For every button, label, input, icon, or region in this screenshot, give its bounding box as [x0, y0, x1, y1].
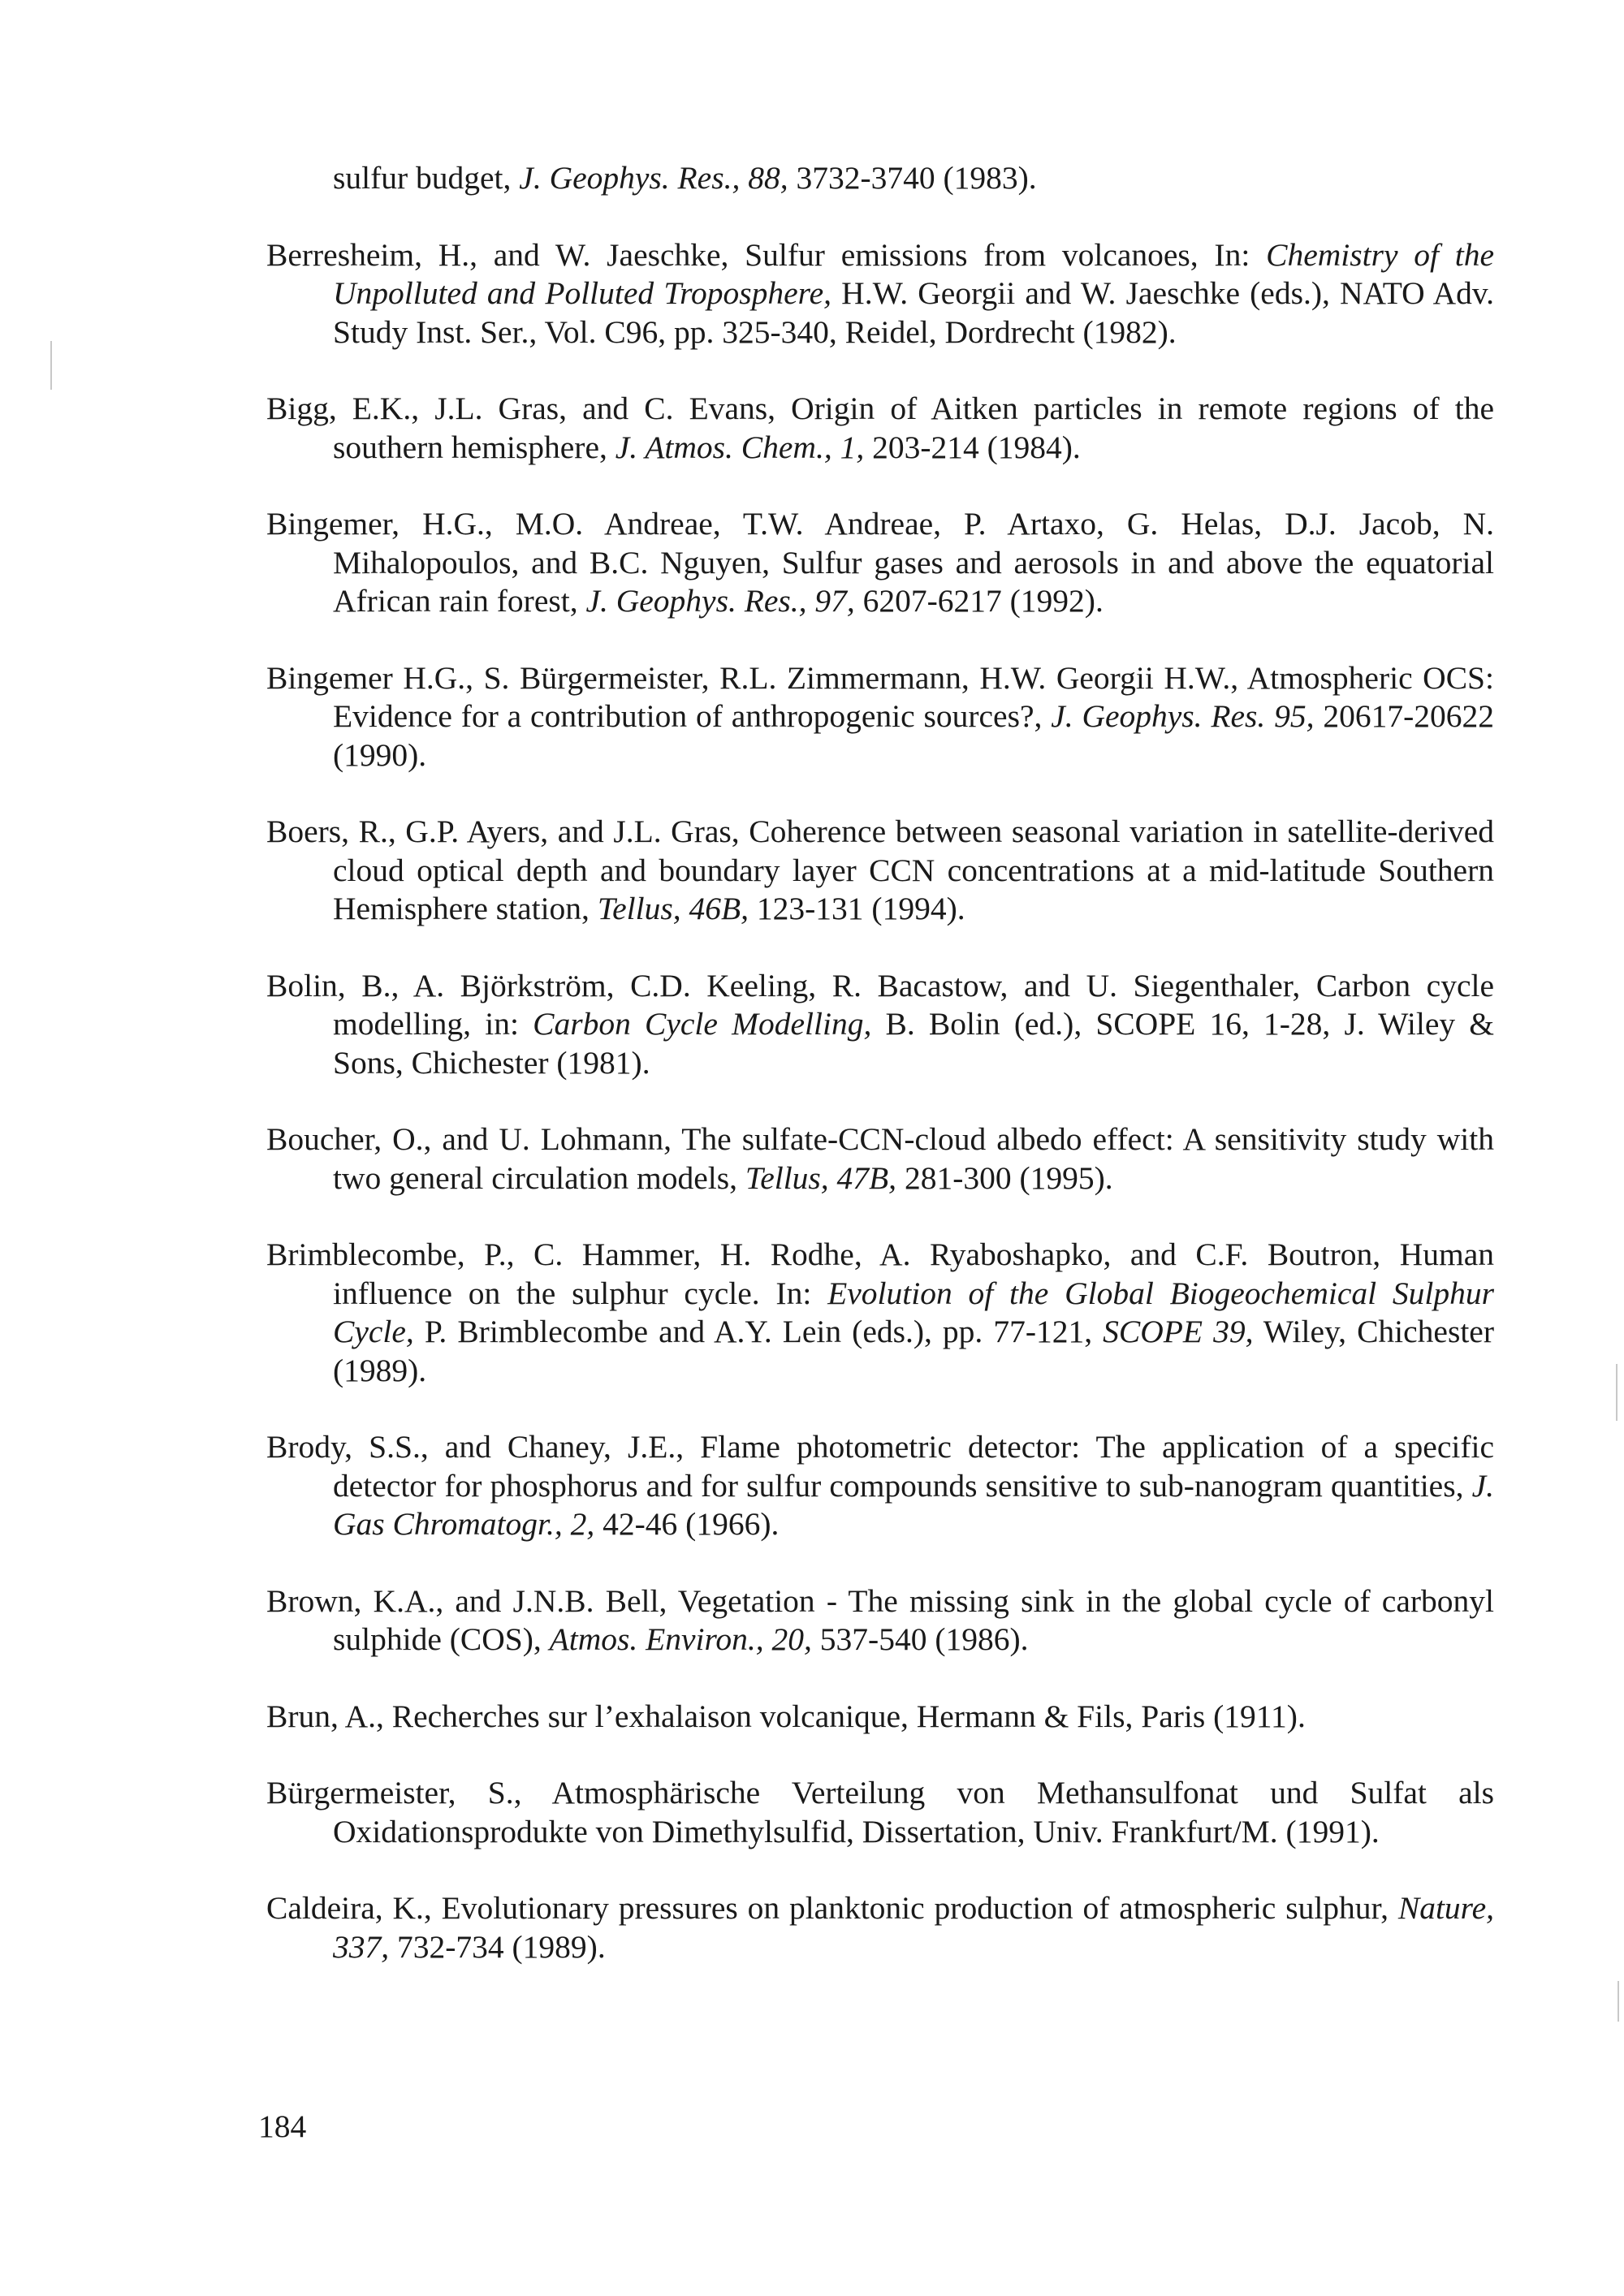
reference-text-segment: 203-214 (1984).	[864, 429, 1081, 465]
reference-text-segment: 20617-20622 (1990).	[333, 698, 1495, 773]
reference-entry	[266, 1889, 1494, 1966]
reference-text-segment: 732-734 (1989).	[389, 1928, 606, 1965]
scan-speck	[1618, 1981, 1619, 2022]
reference-entry	[266, 1582, 1494, 1659]
reference-entry	[266, 967, 1494, 1083]
reference-text-segment: Bolin, B., A. Björkström, C.D. Keeling, R. Bacastow, and U. Siegenthaler, Carbon cycle modelling, in:	[266, 967, 1494, 1042]
reference-text-segment: Brun, A., Recherches sur l’exhalaison volcanique, Hermann & Fils, Paris (1911).	[266, 1698, 1306, 1734]
reference-entry	[266, 1698, 1494, 1737]
reference-entry	[266, 236, 1494, 352]
scan-speck	[1616, 1364, 1618, 1421]
reference-text-segment: 281-300 (1995).	[896, 1159, 1113, 1196]
reference-text-segment: 42-46 (1966).	[594, 1506, 780, 1542]
reference-text-segment: H.W. Georgii and W. Jaeschke (eds.), NATO Adv. Study Inst. Ser., Vol. C96, pp. 325-340, Reidel, Dordrecht (1982).	[333, 275, 1494, 350]
reference-text-segment: 123-131 (1994).	[749, 891, 965, 926]
reference-continuation	[266, 159, 1494, 198]
reference-text-segment: Bingemer H.G., S. Bürgermeister, R.L. Zimmermann, H.W. Georgii H.W., Atmospheric OCS: Evidence for a contribution of anthropogenic sources?,	[266, 659, 1494, 734]
reference-text-segment: B. Bolin (ed.), SCOPE 16, 1-28, J. Wiley & Sons, Chichester (1981).	[333, 1006, 1494, 1081]
reference-text-segment: Berresheim, H., and W. Jaeschke, Sulfur emissions from volcanoes, In:	[266, 236, 1267, 273]
reference-text-segment: Bigg, E.K., J.L. Gras, and C. Evans, Origin of Aitken particles in remote regions of the southern hemisphere,	[266, 391, 1494, 465]
page-number: 184	[258, 2108, 307, 2144]
reference-text-segment: 537-540 (1986).	[811, 1621, 1029, 1657]
reference-entry	[266, 390, 1494, 467]
reference-text-segment: sulfur budget,	[333, 160, 520, 196]
reference-italic-segment: J. Geophys. Res., 97,	[585, 583, 855, 619]
reference-italic-segment: J. Atmos. Chem., 1,	[615, 429, 865, 465]
reference-italic-segment: J. Geophys. Res., 88,	[519, 160, 788, 196]
reference-text-segment: P. Brimblecombe and A.Y. Lein (eds.), pp. 77-121,	[413, 1314, 1104, 1349]
reference-text-segment: Brimblecombe, P., C. Hammer, H. Rodhe, A. Ryaboshapko, and C.F. Boutron, Human influence on the sulphur cycle. In:	[266, 1236, 1494, 1311]
reference-text-segment: Bürgermeister, S., Atmosphärische Verteilung von Methansulfonat und Sulfat als Oxidationsprodukte von Dimethylsulfid, Dissertation, Univ. Frankfurt/M. (1991).	[266, 1775, 1494, 1849]
reference-entry	[266, 1236, 1494, 1390]
reference-entry	[266, 1774, 1494, 1851]
reference-text-segment: Brody, S.S., and Chaney, J.E., Flame photometric detector: The application of a specific detector for phosphorus and for sulfur compounds sensitive to sub-nanogram quantities,	[266, 1429, 1494, 1504]
reference-entry	[266, 1428, 1494, 1544]
reference-italic-segment: SCOPE 39,	[1103, 1314, 1254, 1349]
reference-italic-segment: Carbon Cycle Modelling,	[533, 1006, 872, 1042]
reference-text-segment: Boers, R., G.P. Ayers, and J.L. Gras, Coherence between seasonal variation in satellite-derived cloud optical depth and boundary layer CCN concentrations at a mid-latitude Southern Hemisphere station,	[266, 814, 1494, 926]
reference-italic-segment: Atmos. Environ., 20,	[549, 1621, 812, 1657]
reference-entry	[266, 505, 1494, 621]
reference-text-segment: Bingemer, H.G., M.O. Andreae, T.W. Andreae, P. Artaxo, G. Helas, D.J. Jacob, N. Mihalopoulos, and B.C. Nguyen, Sulfur gases and aerosols in and above the equatorial African rain forest,	[266, 506, 1494, 619]
reference-italic-segment: Nature, 337,	[333, 1890, 1494, 1965]
scan-speck	[50, 341, 52, 390]
reference-text-segment: 6207-6217 (1992).	[854, 583, 1104, 619]
reference-entry	[266, 659, 1494, 775]
reference-text-segment: Boucher, O., and U. Lohmann, The sulfate-CCN-cloud albedo effect: A sensitivity study with two general circulation models,	[266, 1121, 1494, 1196]
reference-italic-segment: J. Geophys. Res. 95,	[1051, 698, 1315, 734]
reference-text-segment: Brown, K.A., and J.N.B. Bell, Vegetation - The missing sink in the global cycle of carbonyl sulphide (COS),	[266, 1582, 1494, 1657]
reference-list	[266, 159, 1494, 2005]
reference-italic-segment: Chemistry of the Unpolluted and Polluted Troposphere,	[333, 236, 1494, 311]
reference-italic-segment: Tellus, 47B,	[745, 1159, 897, 1196]
reference-italic-segment: Tellus, 46B,	[597, 891, 749, 926]
reference-text-segment: 3732-3740 (1983).	[788, 160, 1037, 196]
reference-text-segment: Wiley, Chichester (1989).	[333, 1314, 1494, 1388]
reference-text-segment: Caldeira, K., Evolutionary pressures on planktonic production of atmospheric sulphur,	[266, 1890, 1398, 1926]
reference-italic-segment: J. Gas Chromatogr., 2,	[333, 1467, 1494, 1542]
reference-entry	[266, 1120, 1494, 1198]
reference-entry	[266, 813, 1494, 929]
reference-italic-segment: Evolution of the Global Biogeochemical Sulphur Cycle,	[333, 1275, 1494, 1349]
